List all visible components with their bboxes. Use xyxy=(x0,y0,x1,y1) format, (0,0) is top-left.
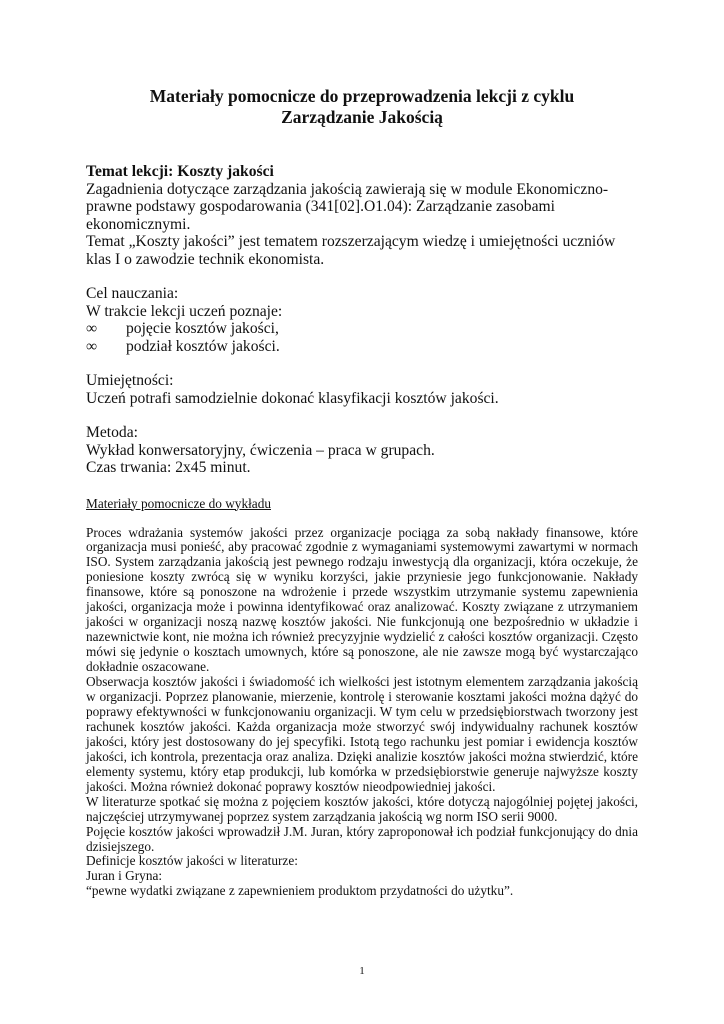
topic-line: Temat „Koszty jakości” jest tematem rozszerzającym wiedzę i umiejętności uczniów xyxy=(86,233,616,250)
goal-section xyxy=(86,285,638,355)
spacer xyxy=(86,128,638,163)
topic-line: prawne podstawy gospodarowania (341[02].O1.04): Zarządzanie zasobami xyxy=(86,198,555,215)
topic-heading: Temat lekcji: Koszty jakości xyxy=(86,163,274,180)
goal-intro: W trakcie lekcji uczeń poznaje: xyxy=(86,302,283,320)
spacer xyxy=(86,512,638,526)
materials-body xyxy=(86,526,638,900)
paragraph: W literaturze spotkać się można z pojęciem kosztów jakości, które dotyczą najogólniej pojętej jakości, najczęściej utrzymywanej poprzez system zarządzania jakością wg norm ISO serii 9000. xyxy=(86,793,638,824)
paragraph: Proces wdrażania systemów jakości przez organizacje pociąga za sobą nakłady finansowe, które organizacja musi ponieść, aby pracować zgodnie z wymaganiami systemowymi zawartymi w normach ISO. System zarządzania jakością jest pewnego rodzaju inwestycją dla organizacji, która oczekuje, że poniesione koszty zwrócą się w wyniku korzyści, jakie przyniesie jego funkcjonowanie. Nakłady finansowe, które są ponoszone na wdrożenie i przede wszystkim utrzymanie systemu zapewnienia jakości, organizacja może i powinna identyfikować oraz analizować. Koszty związane z utrzymaniem jakości w organizacji noszą nazwę kosztów jakości. Nie funkcjonują one bezpośrednio w układzie i nazewnictwie kont, nie można ich również precyzyjnie wydzielić z całości kosztów organizacji. Często mówi się jedynie o kosztach umownych, które są ponoszone, ale nie zawsze mogą być wystarczająco dokładnie oszacowane. xyxy=(86,524,638,675)
bullet-icon: ∞ xyxy=(86,320,98,337)
list-item-text: podział kosztów jakości. xyxy=(126,337,280,355)
paragraph: Juran i Gryna: xyxy=(86,868,163,884)
list-item-text: pojęcie kosztów jakości, xyxy=(126,320,279,337)
quote: “pewne wydatki związane z zapewnieniem produktom przydatności do użytku”. xyxy=(86,883,514,899)
method-section xyxy=(86,424,638,477)
spacer xyxy=(86,268,638,285)
materials-heading: Materiały pomocnicze do wykładu xyxy=(86,495,271,511)
topic-line: Zagadnienia dotyczące zarządzania jakością zawierają się w module Ekonomiczno- xyxy=(86,180,609,198)
paragraph: Pojęcie kosztów jakości wprowadził J.M. Juran, który zaproponował ich podział funkcjonujący do dnia dzisiejszego. xyxy=(86,823,638,854)
topic-line: klas I o zawodzie technik ekonomista. xyxy=(86,250,325,268)
document-title-line2: Zarządzanie Jakością xyxy=(281,107,443,127)
skills-heading: Umiejętności: xyxy=(86,372,174,389)
page-number: 1 xyxy=(359,965,365,977)
method-line: Wykład konwersatoryjny, ćwiczenia – praca w grupach. xyxy=(86,441,435,459)
topic-section xyxy=(86,163,638,268)
document-page xyxy=(86,86,638,899)
skills-text: Uczeń potrafi samodzielnie dokonać klasyfikacji kosztów jakości. xyxy=(86,389,499,407)
spacer xyxy=(86,355,638,372)
bullet-icon: ∞ xyxy=(86,337,98,355)
list-item xyxy=(86,320,638,338)
goal-heading: Cel nauczania: xyxy=(86,285,179,302)
spacer xyxy=(86,477,638,496)
list-item xyxy=(86,338,638,356)
method-line: Czas trwania: 2x45 minut. xyxy=(86,459,251,476)
method-heading: Metoda: xyxy=(86,424,138,441)
topic-line: ekonomicznymi. xyxy=(86,215,191,233)
paragraph: Obserwacja kosztów jakości i świadomość ich wielkości jest istotnym elementem zarządzania jakością w organizacji. Poprzez planowanie, mierzenie, kontrolę i sterowanie kosztami jakości można dążyć do poprawy efektywności w funkcjonowaniu organizacji. W tym celu w przedsiębiorstwach tworzony jest rachunek kosztów jakości. Każda organizacja może stworzyć swój indywidualny rachunek kosztów jakości, który jest dostosowany do jej specyfiki. Istotą tego rachunku jest pomiar i ewidencja kosztów jakości, ich kontrola, prezentacja oraz analiza. Dzięki analizie kosztów jakości można stwierdzić, które elementy systemu, który etap produkcji, lub komórka w przedsiębiorstwie generuje najwyższe koszty jakości. Można również dokonać poprawy kosztów nieodpowiedniej jakości. xyxy=(86,674,638,794)
spacer xyxy=(86,407,638,424)
paragraph: Definicje kosztów jakości w literaturze: xyxy=(86,853,298,869)
skills-section xyxy=(86,372,638,407)
document-title-line1: Materiały pomocnicze do przeprowadzenia lekcji z cyklu xyxy=(149,86,575,106)
